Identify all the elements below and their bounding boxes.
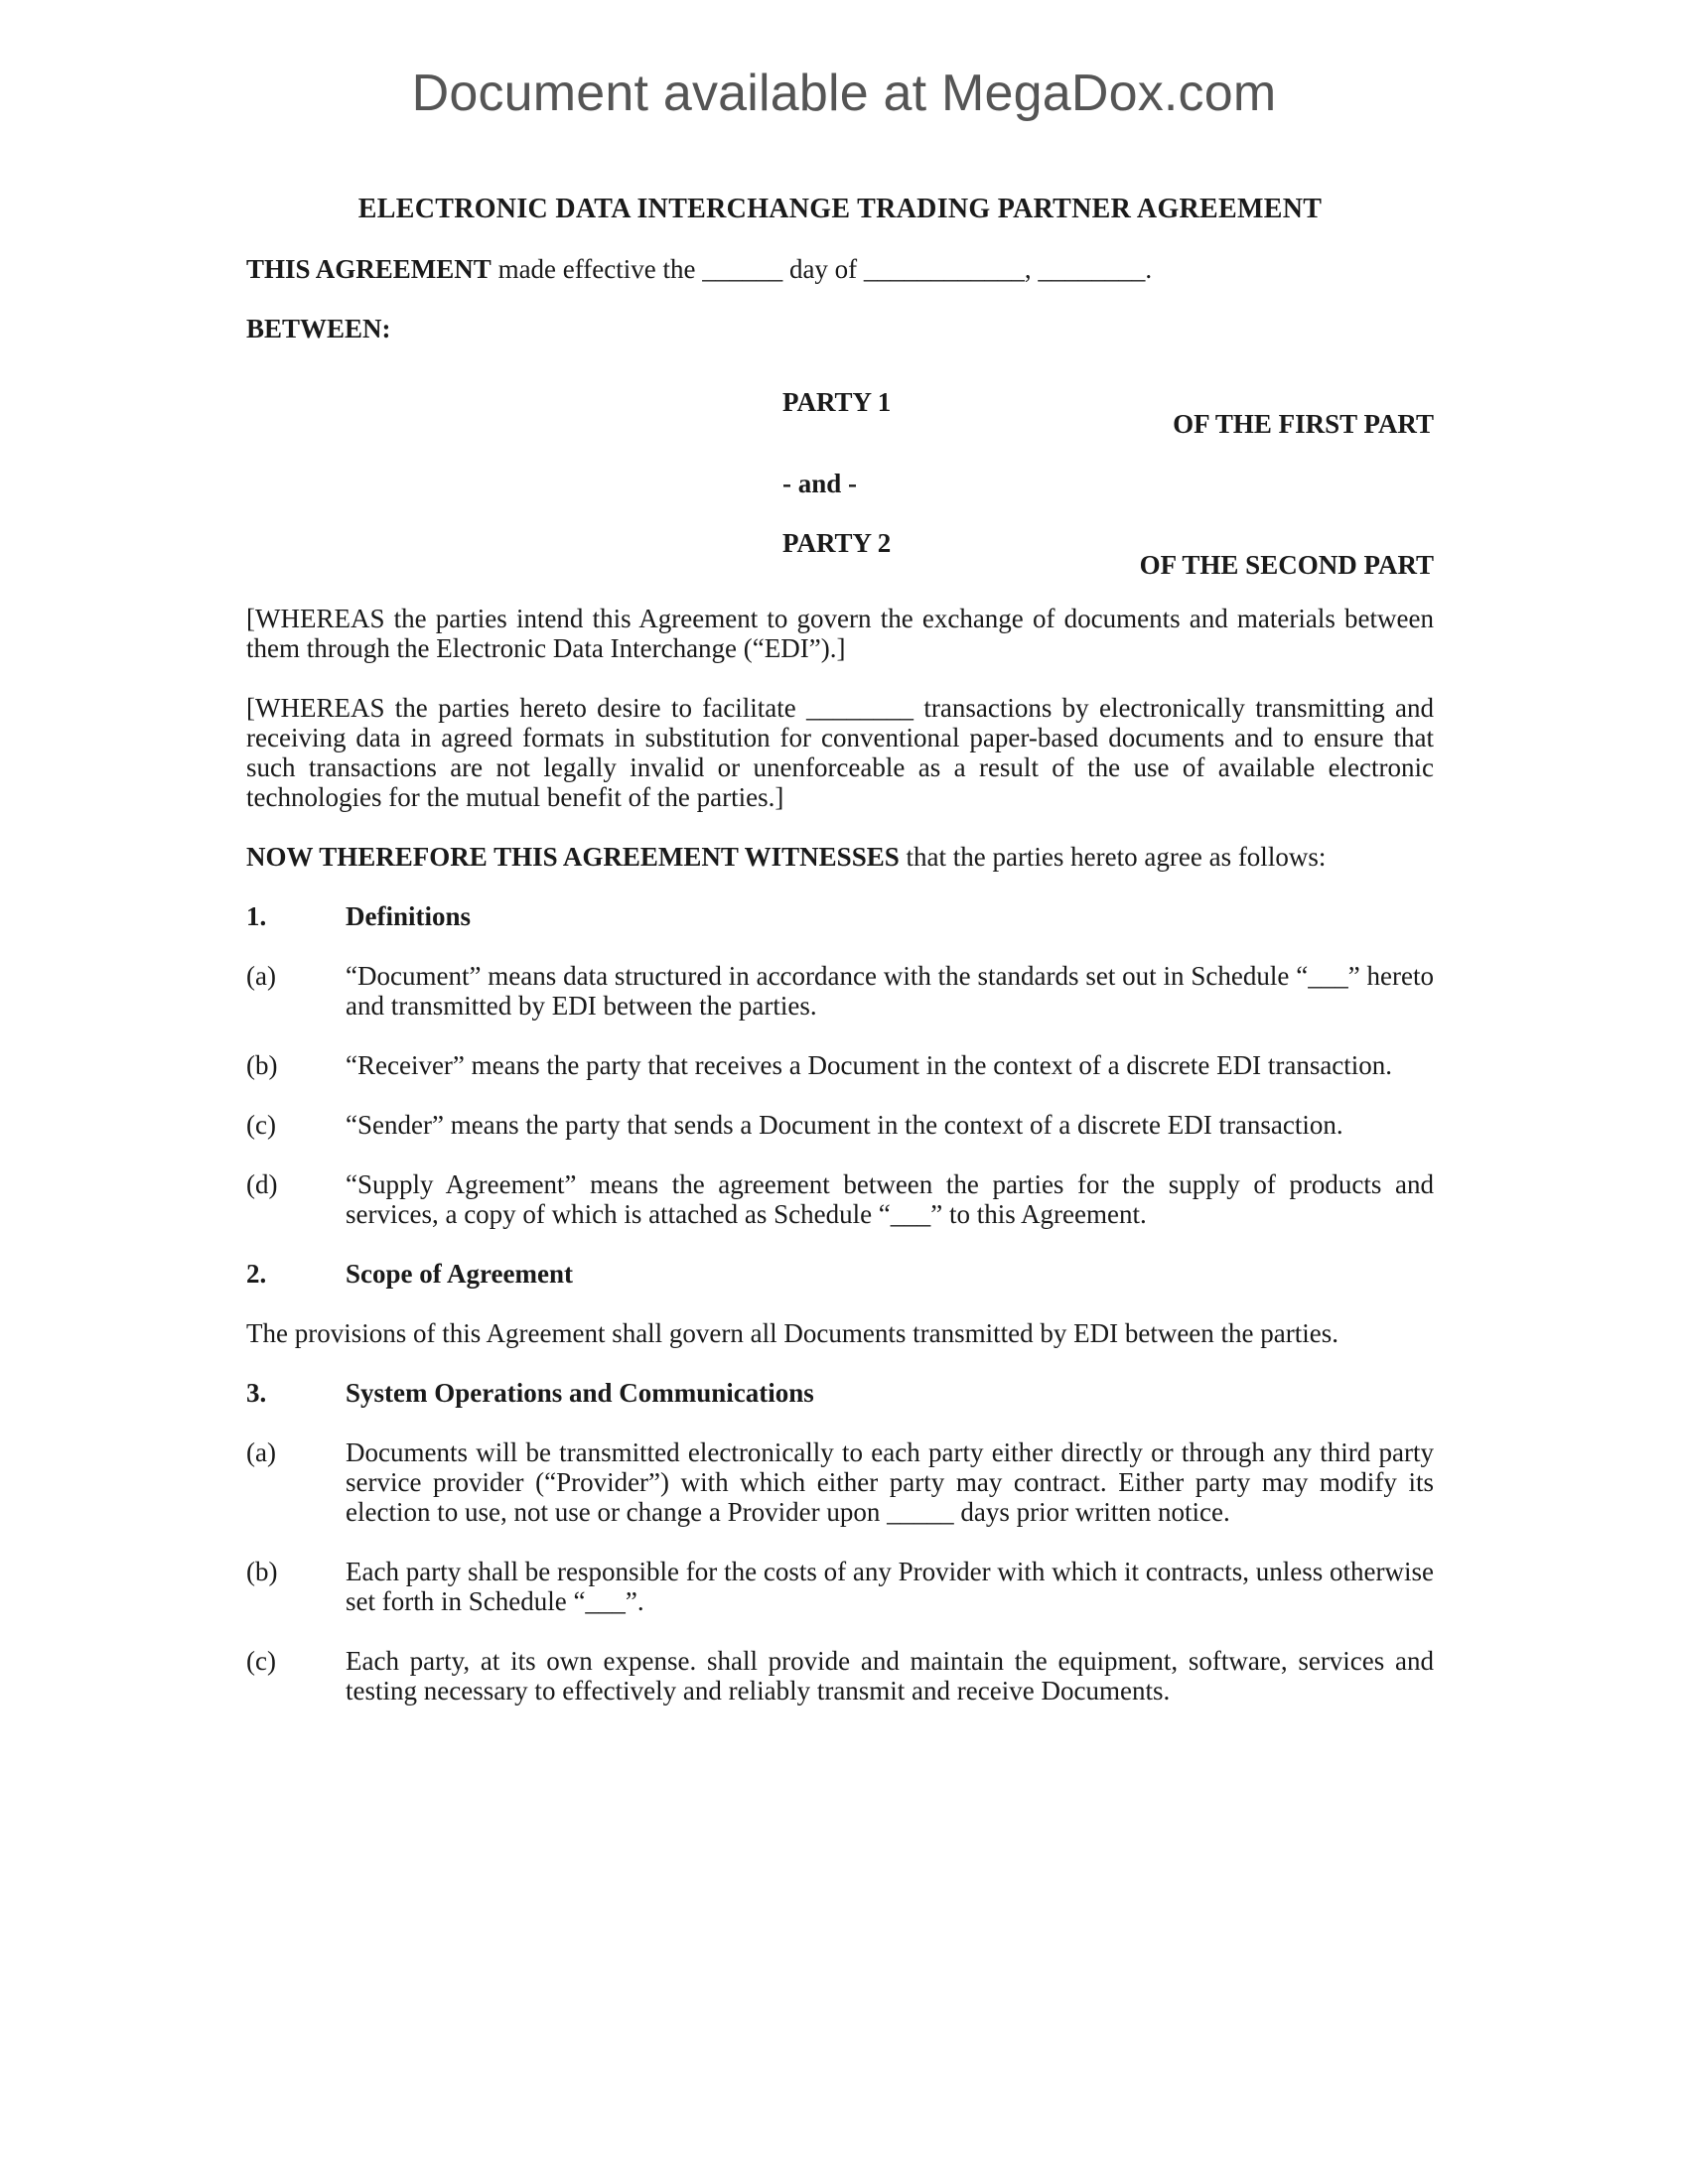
witnesses-lead: NOW THEREFORE THIS AGREEMENT WITNESSES — [246, 842, 900, 872]
item-label: (c) — [246, 1110, 276, 1140]
section-title: System Operations and Communications — [346, 1378, 814, 1408]
section-1-heading — [246, 901, 1434, 931]
between-label: BETWEEN: — [246, 314, 391, 343]
section-number: 3. — [246, 1378, 267, 1408]
item-label: (d) — [246, 1169, 278, 1199]
section-2-heading — [246, 1259, 1434, 1289]
recital-1: [WHEREAS the parties intend this Agreement to govern the exchange of documents and materials between them through the Electronic Data Interchange (“EDI”).] — [246, 604, 1434, 663]
watermark: Document available at MegaDox.com — [411, 65, 1277, 122]
item-text: Each party shall be responsible for the costs of any Provider with which it contracts, unless otherwise set forth in Schedule “___”. — [346, 1557, 1434, 1616]
party-1-role: OF THE FIRST PART — [1173, 409, 1434, 439]
and-separator: - and - — [782, 469, 858, 498]
list-item — [246, 1437, 1434, 1527]
item-label: (a) — [246, 1437, 276, 1467]
item-text: “Receiver” means the party that receives a Document in the context of a discrete EDI transaction. — [346, 1050, 1393, 1080]
section-number: 1. — [246, 901, 267, 931]
party-2-role: OF THE SECOND PART — [1139, 550, 1434, 580]
witnesses-clause — [246, 842, 1434, 872]
section-3-heading — [246, 1378, 1434, 1408]
list-item — [246, 1169, 1434, 1229]
item-text: “Sender” means the party that sends a Document in the context of a discrete EDI transaction. — [346, 1110, 1343, 1140]
item-text: “Document” means data structured in accordance with the standards set out in Schedule “___” hereto and transmitted by EDI between the parties. — [346, 961, 1434, 1021]
section-title: Definitions — [346, 901, 472, 931]
item-text: Documents will be transmitted electronically to each party either directly or through any third party service provider (“Provider”) with which either party may contract. Either party may modify its election to use, not use or change a Provider upon _____ days prior written notice. — [346, 1437, 1434, 1527]
item-label: (b) — [246, 1557, 278, 1586]
list-item — [246, 1557, 1434, 1616]
witnesses-text: that the parties hereto agree as follows: — [899, 842, 1327, 872]
party-1-name: PARTY 1 — [782, 387, 892, 417]
item-text: Each party, at its own expense. shall provide and maintain the equipment, software, services and testing necessary to effectively and reliably transmit and receive Documents. — [346, 1646, 1434, 1706]
section-2-paragraph: The provisions of this Agreement shall govern all Documents transmitted by EDI between the parties. — [246, 1318, 1338, 1348]
document-page — [246, 195, 1434, 1735]
list-item — [246, 1646, 1434, 1706]
effective-date-line — [246, 254, 1434, 284]
item-label: (a) — [246, 961, 276, 991]
item-text: “Supply Agreement” means the agreement between the parties for the supply of products and services, a copy of which is attached as Schedule “___” to this Agreement. — [346, 1169, 1434, 1229]
list-item — [246, 1110, 1434, 1140]
item-label: (b) — [246, 1050, 278, 1080]
list-item — [246, 961, 1434, 1021]
effective-lead: THIS AGREEMENT — [246, 254, 492, 284]
section-number: 2. — [246, 1259, 267, 1289]
item-label: (c) — [246, 1646, 276, 1676]
list-item — [246, 1050, 1434, 1080]
effective-text: made effective the ______ day of ____________, ________. — [491, 254, 1153, 284]
document-title: ELECTRONIC DATA INTERCHANGE TRADING PARTNER AGREEMENT — [357, 194, 1323, 224]
section-title: Scope of Agreement — [346, 1259, 573, 1289]
recital-2: [WHEREAS the parties hereto desire to facilitate ________ transactions by electronically transmitting and receiving data in agreed formats in substitution for conventional paper-based documents and to ensure that such transactions are not legally invalid or unenforceable as a result of the use of available electronic technologies for the mutual benefit of the parties.] — [246, 693, 1434, 812]
party-2-name: PARTY 2 — [782, 528, 892, 558]
